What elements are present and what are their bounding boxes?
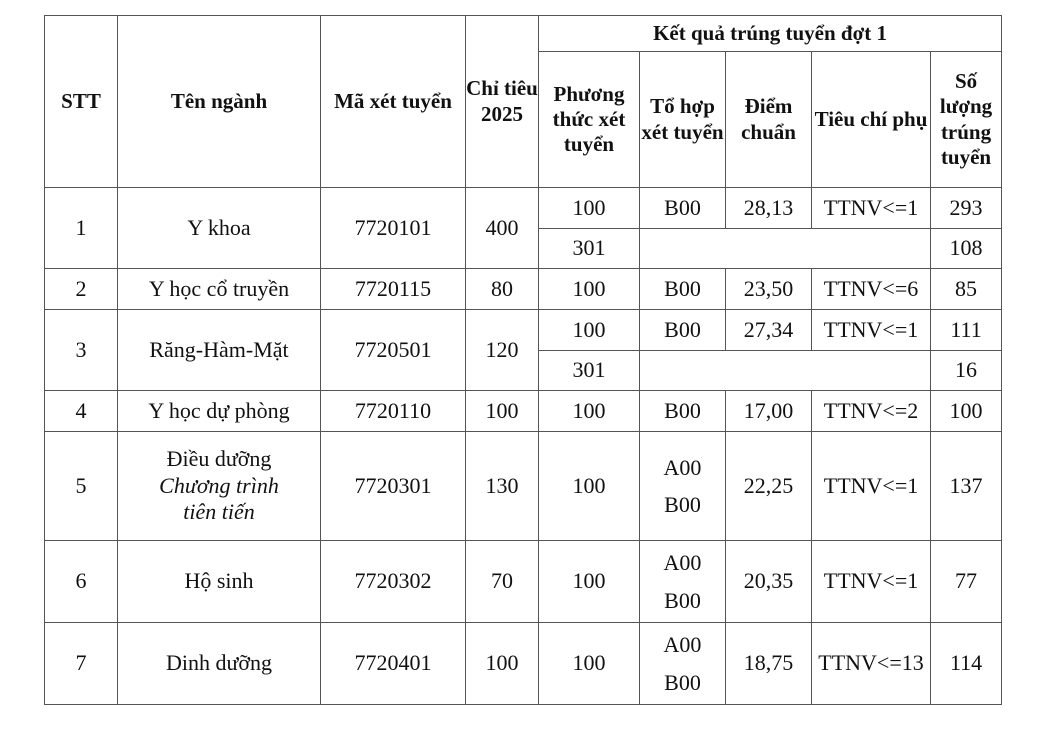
header-ket-qua: Kết quả trúng tuyển đợt 1 — [539, 16, 1002, 52]
cell-ten-nganh: Y học dự phòng — [118, 391, 321, 432]
table-row — [45, 623, 1002, 705]
cell-tieu-chi: TTNV<=6 — [812, 269, 931, 310]
table-row — [45, 310, 1002, 351]
cell-phuong-thuc: 100 — [539, 269, 640, 310]
cell-tieu-chi: TTNV<=1 — [812, 432, 931, 541]
header-chi-tieu: Chỉ tiêu 2025 — [466, 16, 539, 188]
cell-ten-nganh: Y khoa — [118, 188, 321, 269]
cell-stt: 3 — [45, 310, 118, 391]
cell-phuong-thuc: 100 — [539, 310, 640, 351]
cell-so-luong: 111 — [931, 310, 1002, 351]
program-note-line2: tiên tiến — [183, 499, 255, 525]
cell-ma: 7720401 — [321, 623, 466, 705]
cell-so-luong: 108 — [931, 229, 1002, 269]
cell-so-luong: 77 — [931, 541, 1002, 623]
cell-diem-chuan: 22,25 — [726, 432, 812, 541]
cell-phuong-thuc: 100 — [539, 541, 640, 623]
header-diem-chuan: Điểm chuẩn — [726, 52, 812, 188]
cell-so-luong: 114 — [931, 623, 1002, 705]
cell-tieu-chi: TTNV<=1 — [812, 188, 931, 229]
table-row — [45, 269, 1002, 310]
cell-chi-tieu: 80 — [466, 269, 539, 310]
header-ten-nganh: Tên ngành — [118, 16, 321, 188]
cell-so-luong: 16 — [931, 351, 1002, 391]
cell-phuong-thuc: 100 — [539, 623, 640, 705]
header-tieu-chi-phu: Tiêu chí phụ — [812, 52, 931, 188]
cell-to-hop — [640, 432, 726, 541]
cell-tieu-chi: TTNV<=1 — [812, 541, 931, 623]
cell-so-luong: 100 — [931, 391, 1002, 432]
cell-phuong-thuc: 100 — [539, 188, 640, 229]
cell-diem-chuan: 18,75 — [726, 623, 812, 705]
cell-ma: 7720302 — [321, 541, 466, 623]
cell-tieu-chi: TTNV<=2 — [812, 391, 931, 432]
table-row — [45, 541, 1002, 623]
cell-diem-chuan: 28,13 — [726, 188, 812, 229]
cell-phuong-thuc: 100 — [539, 432, 640, 541]
cell-tieu-chi: TTNV<=1 — [812, 310, 931, 351]
cell-to-hop: B00 — [640, 310, 726, 351]
cell-to-hop — [640, 541, 726, 623]
header-phuong-thuc: Phương thức xét tuyển — [539, 52, 640, 188]
cell-stt: 5 — [45, 432, 118, 541]
table-row — [45, 188, 1002, 229]
header-so-luong: Số lượng trúng tuyển — [931, 52, 1002, 188]
cell-stt: 4 — [45, 391, 118, 432]
cell-chi-tieu: 70 — [466, 541, 539, 623]
cell-phuong-thuc: 100 — [539, 391, 640, 432]
cell-ten-nganh: Dinh dưỡng — [118, 623, 321, 705]
cell-to-hop: B00 — [640, 269, 726, 310]
to-hop-a00: A00 — [663, 454, 702, 480]
cell-chi-tieu: 120 — [466, 310, 539, 391]
header-ma-xet-tuyen: Mã xét tuyển — [321, 16, 466, 188]
cell-diem-chuan: 23,50 — [726, 269, 812, 310]
cell-ma: 7720501 — [321, 310, 466, 391]
to-hop-b00: B00 — [664, 587, 701, 613]
program-name: Điều dưỡng — [166, 446, 272, 472]
cell-ma: 7720101 — [321, 188, 466, 269]
cell-so-luong: 85 — [931, 269, 1002, 310]
cell-diem-chuan: 17,00 — [726, 391, 812, 432]
cell-stt: 2 — [45, 269, 118, 310]
cell-chi-tieu: 130 — [466, 432, 539, 541]
table-row — [45, 391, 1002, 432]
cell-ma: 7720301 — [321, 432, 466, 541]
header-to-hop: Tổ hợp xét tuyển — [640, 52, 726, 188]
header-row — [45, 16, 1002, 52]
cell-ten-nganh: Răng-Hàm-Mặt — [118, 310, 321, 391]
cell-ma: 7720115 — [321, 269, 466, 310]
cell-to-hop: B00 — [640, 188, 726, 229]
cell-stt: 6 — [45, 541, 118, 623]
cell-ten-nganh — [118, 432, 321, 541]
table-row — [45, 432, 1002, 541]
to-hop-b00: B00 — [664, 492, 701, 517]
cell-to-hop — [640, 623, 726, 705]
cell-diem-chuan: 20,35 — [726, 541, 812, 623]
cell-chi-tieu: 100 — [466, 391, 539, 432]
cell-empty — [640, 229, 931, 269]
cell-stt: 7 — [45, 623, 118, 705]
cell-tieu-chi: TTNV<=13 — [812, 623, 931, 705]
cell-to-hop: B00 — [640, 391, 726, 432]
cell-ten-nganh: Y học cổ truyền — [118, 269, 321, 310]
header-stt: STT — [45, 16, 118, 188]
cell-so-luong: 293 — [931, 188, 1002, 229]
cell-empty — [640, 351, 931, 391]
cell-phuong-thuc: 301 — [539, 351, 640, 391]
to-hop-b00: B00 — [664, 669, 701, 695]
cell-chi-tieu: 100 — [466, 623, 539, 705]
cell-chi-tieu: 400 — [466, 188, 539, 269]
cell-ma: 7720110 — [321, 391, 466, 432]
to-hop-a00: A00 — [663, 550, 702, 576]
admission-results-table — [44, 15, 1002, 705]
cell-stt: 1 — [45, 188, 118, 269]
program-note-line1: Chương trình — [159, 472, 279, 498]
cell-phuong-thuc: 301 — [539, 229, 640, 269]
cell-ten-nganh: Hộ sinh — [118, 541, 321, 623]
cell-so-luong: 137 — [931, 432, 1002, 541]
to-hop-a00: A00 — [663, 632, 702, 658]
cell-diem-chuan: 27,34 — [726, 310, 812, 351]
